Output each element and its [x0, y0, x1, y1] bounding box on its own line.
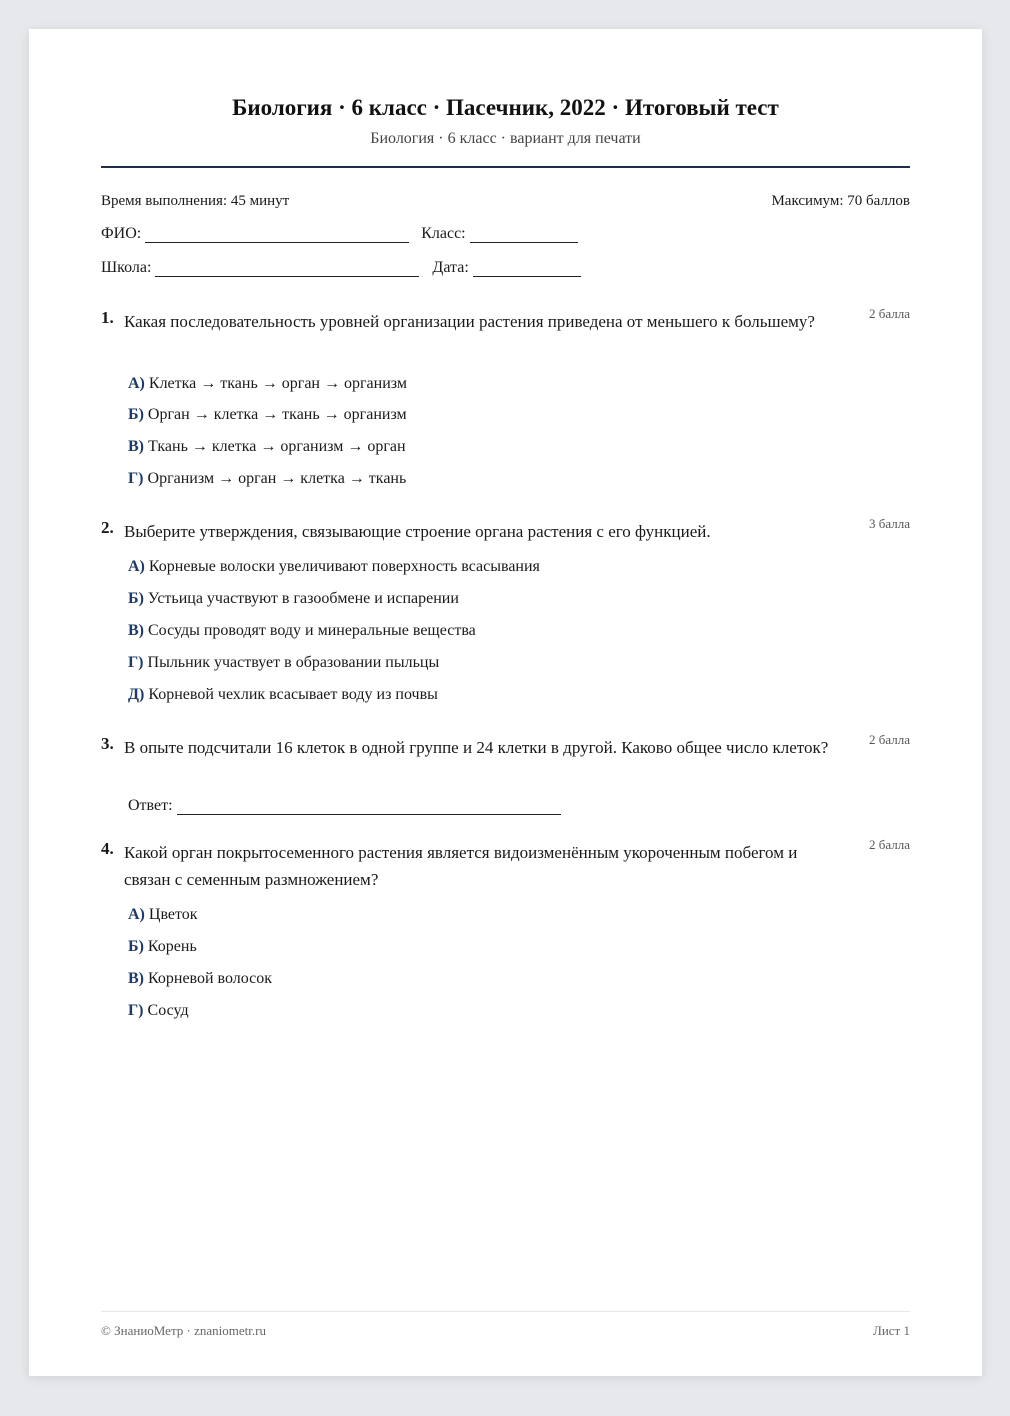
footer-divider: [101, 1311, 910, 1312]
option-text: Устьица участвуют в газообмене и испарении: [147, 590, 459, 607]
option-text: Цветок: [148, 906, 198, 923]
option-v[interactable]: [128, 438, 406, 456]
option-text: Корневые волоски увеличивают поверхность всасывания: [148, 558, 540, 575]
option-b[interactable]: [128, 938, 197, 956]
option-b[interactable]: [128, 406, 407, 424]
student-fields-row-2: [101, 259, 581, 277]
answer-field[interactable]: [177, 800, 561, 815]
option-text: Сосуд: [147, 1002, 189, 1019]
header-divider: [101, 166, 910, 168]
page-subtitle: Биология · 6 класс · вариант для печати: [370, 130, 641, 147]
question-points: 2 балла: [869, 837, 910, 852]
option-letter: Г): [128, 470, 144, 487]
option-letter: Д): [128, 686, 145, 703]
option-letter: В): [128, 438, 144, 455]
option-letter: А): [128, 906, 145, 923]
option-b[interactable]: [128, 590, 459, 608]
question-number: 4.: [101, 839, 114, 858]
option-text: Клетка → ткань → орган → организм: [148, 375, 407, 392]
option-text: Сосуды проводят воду и минеральные вещества: [148, 622, 476, 639]
option-letter: А): [128, 558, 145, 575]
question-number: 2.: [101, 518, 114, 537]
option-letter: В): [128, 970, 144, 987]
school-field[interactable]: [155, 262, 419, 277]
option-text: Пыльник участвует в образовании пыльцы: [147, 654, 440, 671]
option-text: Корень: [147, 938, 197, 955]
option-d[interactable]: [128, 686, 438, 704]
question-number: 3.: [101, 734, 114, 753]
answer-row: [128, 797, 561, 815]
option-letter: В): [128, 622, 144, 639]
school-label: Школа:: [101, 259, 152, 276]
test-sheet: [29, 29, 982, 1376]
option-a[interactable]: [128, 375, 407, 393]
question-number: 1.: [101, 308, 114, 327]
page-number: Лист 1: [873, 1323, 910, 1338]
option-a[interactable]: [128, 906, 198, 924]
student-fields-row-1: [101, 225, 578, 243]
option-letter: А): [128, 375, 145, 392]
max-score: Максимум: 70 баллов: [771, 193, 910, 209]
fio-label: ФИО:: [101, 225, 142, 242]
question-text: Какая последовательность уровней организации растения приведена от меньшего к большему?: [124, 312, 815, 331]
option-g[interactable]: [128, 1002, 189, 1020]
option-letter: Г): [128, 654, 144, 671]
option-text: Ткань → клетка → организм → орган: [148, 438, 406, 455]
option-text: Корневой чехлик всасывает воду из почвы: [148, 686, 438, 703]
option-letter: Б): [128, 590, 144, 607]
option-text: Организм → орган → клетка → ткань: [147, 470, 407, 487]
fio-field[interactable]: [145, 228, 409, 243]
option-letter: Б): [128, 406, 144, 423]
option-g[interactable]: [128, 654, 439, 672]
question-points: 2 балла: [869, 732, 910, 747]
option-v[interactable]: [128, 622, 476, 640]
option-g[interactable]: [128, 470, 406, 488]
time-limit: Время выполнения: 45 минут: [101, 193, 290, 209]
answer-label: Ответ:: [128, 797, 173, 814]
option-text: Корневой волосок: [148, 970, 273, 987]
question-text: Какой орган покрытосеменного растения является видоизменённым укороченным побегом и связан с семенным размножением?: [124, 843, 798, 889]
option-a[interactable]: [128, 558, 540, 576]
question-text: Выберите утверждения, связывающие строение органа растения с его функцией.: [124, 522, 711, 541]
date-label: Дата:: [432, 259, 469, 276]
option-text: Орган → клетка → ткань → организм: [147, 406, 407, 423]
date-field[interactable]: [473, 262, 581, 277]
footer-copyright: © ЗнаниоМетр · znaniometr.ru: [101, 1323, 266, 1338]
question-text: В опыте подсчитали 16 клеток в одной группе и 24 клетки в другой. Каково общее число клеток?: [124, 738, 829, 757]
page-title: Биология · 6 класс · Пасечник, 2022 · Итоговый тест: [232, 95, 779, 120]
option-letter: Б): [128, 938, 144, 955]
class-label: Класс:: [421, 225, 466, 242]
option-v[interactable]: [128, 970, 272, 988]
option-letter: Г): [128, 1002, 144, 1019]
question-points: 2 балла: [869, 306, 910, 321]
question-points: 3 балла: [869, 516, 910, 531]
class-field[interactable]: [470, 228, 578, 243]
